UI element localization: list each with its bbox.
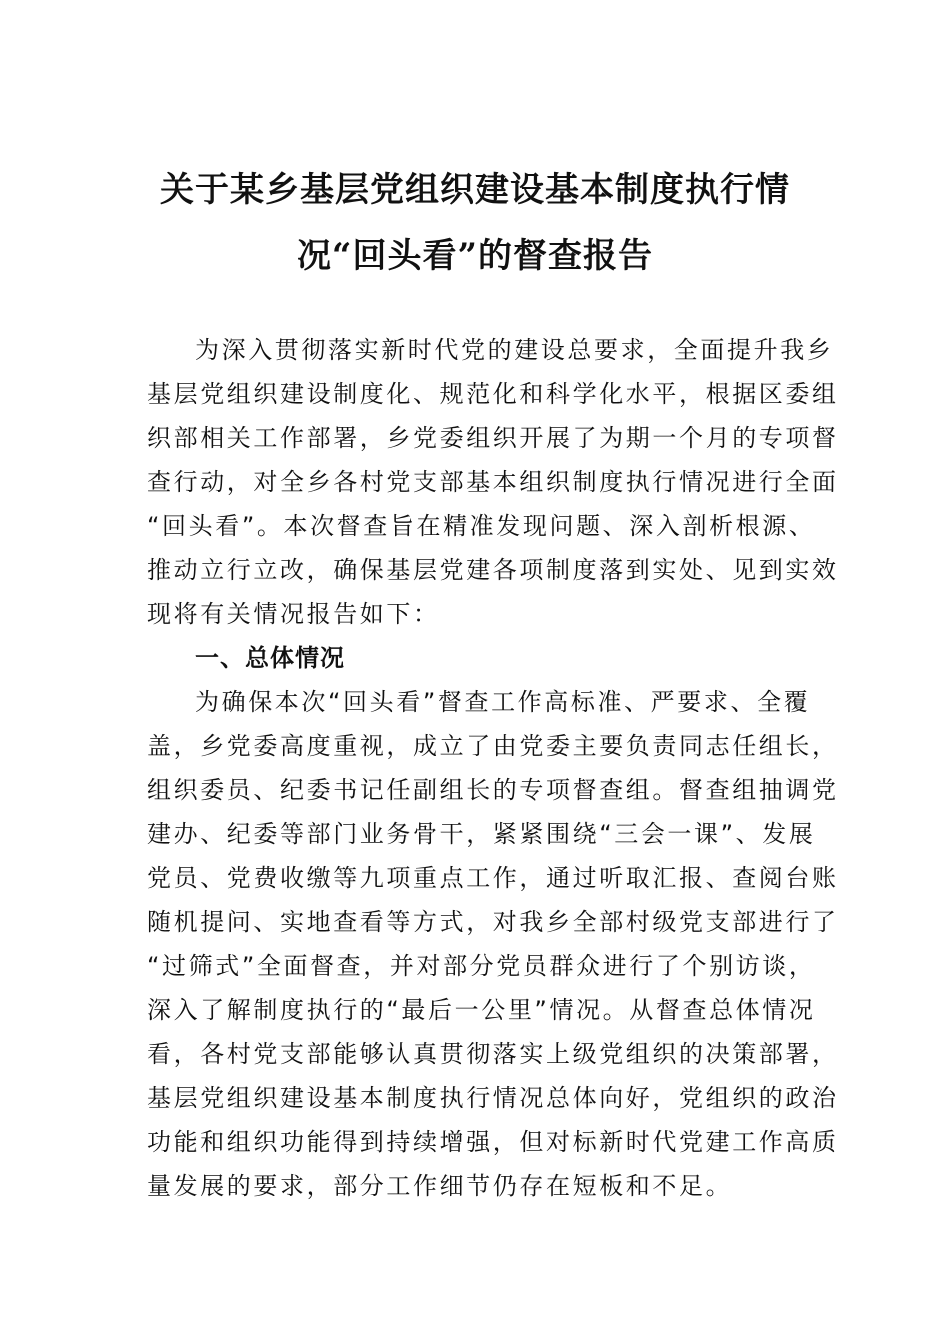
paragraph-line: 深入了解制度执行的“最后一公里”情况。从督查总体情况 [147,996,816,1024]
paragraph-line: 查行动，对全乡各村党支部基本组织制度执行情况进行全面 [147,468,839,496]
paragraph-line: 组织委员、纪委书记任副组长的专项督查组。督查组抽调党 [147,776,839,804]
paragraph-line: “回头看”。本次督查旨在精准发现问题、深入剖析根源、 [147,512,816,540]
paragraph-line: 建办、纪委等部门业务骨干，紧紧围绕“三会一课”、发展 [147,820,816,848]
paragraph-line: 现将有关情况报告如下： [147,600,440,628]
paragraph-line: “过筛式”全面督查，并对部分党员群众进行了个别访谈， [147,952,816,980]
paragraph-line: 量发展的要求，部分工作细节仍存在短板和不足。 [147,1172,733,1200]
paragraph-line: 盖，乡党委高度重视，成立了由党委主要负责同志任组长， [147,732,839,760]
paragraph-line: 为深入贯彻落实新时代党的建设总要求，全面提升我乡 [195,336,834,364]
paragraph-line: 随机提问、实地查看等方式，对我乡全部村级党支部进行了 [147,908,839,936]
document-title-line-1: 关于某乡基层党组织建设基本制度执行情 [160,170,790,210]
paragraph-line: 看，各村党支部能够认真贯彻落实上级党组织的决策部署， [147,1040,839,1068]
section-heading: 一、总体情况 [195,644,345,672]
paragraph-line: 基层党组织建设基本制度执行情况总体向好，党组织的政治 [147,1084,839,1112]
paragraph-line: 基层党组织建设制度化、规范化和科学化水平，根据区委组 [147,380,839,408]
paragraph-line: 党员、党费收缴等九项重点工作，通过听取汇报、查阅台账 [147,864,839,892]
paragraph-line: 推动立行立改，确保基层党建各项制度落到实处、见到实效 [147,556,839,584]
paragraph-line: 功能和组织功能得到持续增强，但对标新时代党建工作高质 [147,1128,839,1156]
paragraph-line: 织部相关工作部署，乡党委组织开展了为期一个月的专项督 [147,424,839,452]
document-title-line-2: 况“回头看”的督查报告 [296,236,654,276]
paragraph-line: 为确保本次“回头看”督查工作高标准、严要求、全覆 [195,688,811,716]
